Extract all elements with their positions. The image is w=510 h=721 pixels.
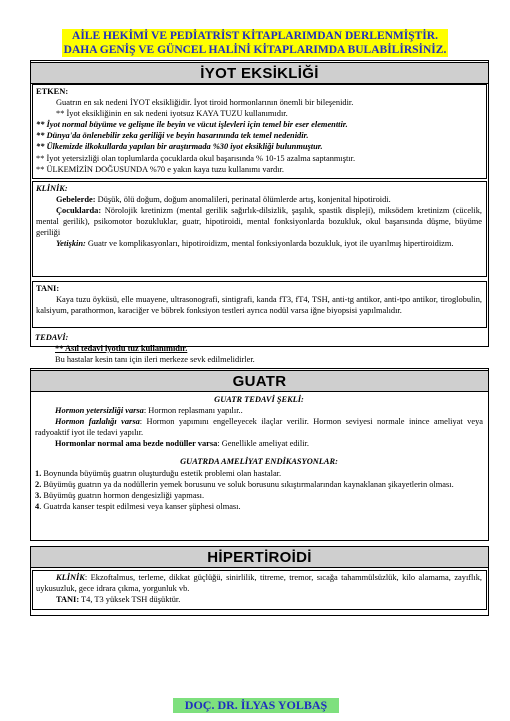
fazla-label: Hormon fazlalığı varsa bbox=[55, 417, 140, 427]
gebelerde-text: Düşük, ölü doğum, doğum anomalileri, perinatal ölümlerde artış, konjenital hipotiroidi. bbox=[95, 195, 391, 205]
item-num: 3. bbox=[35, 490, 42, 500]
yetersiz-label: Hormon yetersizliği varsa bbox=[55, 406, 144, 416]
yetiskin-text: Guatr ve komplikasyonları, hipotiroidizm, mental fonksiyonlarda bozukluk, iyot ile uyarılmış hipertiroidizm. bbox=[85, 239, 454, 249]
iyot-section-title: İYOT EKSİKLİĞİ bbox=[30, 62, 489, 84]
author-footer: DOÇ. DR. İLYAS YOLBAŞ bbox=[173, 698, 339, 713]
guatr-nodul bbox=[35, 438, 483, 449]
klinik-heading: KLİNİK: bbox=[36, 184, 68, 193]
banner-line-2: DAHA GENİŞ VE GÜNCEL HALİNİ KİTAPLARIMDA BULABİLİRSİNİZ. bbox=[63, 44, 447, 56]
ameliyat-heading: GUATRDA AMELİYAT ENDİKASYONLAR: bbox=[180, 457, 338, 467]
item-text: Büyümüş guatrın hormon dengesizliği yapması. bbox=[41, 490, 205, 500]
tedavi-line-2: Bu hastalar kesin tanı için ileri merkeze sevk edilmelidirler. bbox=[55, 355, 255, 365]
hiper-tani-label: TANI: bbox=[56, 595, 80, 605]
tani-box bbox=[32, 281, 487, 328]
etken-line: ** Dünya'da önlenebilir zeka geriliği ve beyin hasarınında tek temel nedenidir. bbox=[36, 131, 309, 141]
tani-text: Kaya tuzu öyküsü, elle muayene, ultrasonografi, sintigrafi, kanda fT3, fT4, TSH, anti-tg antikor, anti-tpo antikor, tiroglobulin, kalsiyum, parathormon, karaciğer ve böbrek fonksiyon testleri ayrıca nodül varsa iğne biyopsisi yapılmalıdır. bbox=[36, 295, 482, 316]
nodul-text: : Genellikle ameliyat edilir. bbox=[217, 439, 309, 449]
guatr-box bbox=[32, 393, 487, 539]
guatr-tedavi-heading: GUATR TEDAVİ ŞEKLİ: bbox=[214, 395, 304, 404]
yetersiz-text: : Hormon replasmanı yapılır.. bbox=[143, 406, 243, 416]
etken-line: ** İyot normal büyüme ve gelişme ile beyin ve vücut işlevleri için temel bir eser elementtir. bbox=[36, 120, 348, 130]
guatr-section-title: GUATR bbox=[30, 370, 489, 392]
tedavi-box bbox=[32, 331, 487, 367]
ameliyat-item bbox=[35, 501, 483, 512]
hiper-klinik-text: : Ekzoftalmus, terleme, dikkat güçlüğü, sinirlilik, titreme, tremor, sıcağa tahammülsüzlük, kilo alamama, zayıflık, uykusuzluk, gece idrara çıkma, yorgunluk vb. bbox=[36, 573, 482, 594]
item-num: 2. bbox=[35, 479, 42, 489]
banner-line-1: AİLE HEKİMİ VE PEDİATRİST KİTAPLARIMDAN DERLENMİŞTİR. bbox=[62, 29, 448, 43]
etken-line: ** ÜLKEMİZİN DOĞUSUNDA %70 e yakın kaya tuzu kullanımı vardır. bbox=[36, 164, 284, 174]
etken-box bbox=[32, 84, 487, 179]
ameliyat-item bbox=[35, 468, 483, 479]
hiper-tani-text: T4, T3 yüksek TSH düşüktür. bbox=[79, 595, 181, 605]
etken-line: ** İyot eksikliğinin en sık nedeni iyotsuz KAYA TUZU kullanımıdır. bbox=[56, 109, 288, 119]
fazla-text: : Hormon yapımını engelleyecek ilaçlar verilir. Hormon seviyesi normale inince ameliyat veya radyoaktif iyot ile tedavi yapılır. bbox=[35, 417, 483, 438]
cocuklarda-label: Çocuklarda: bbox=[56, 206, 102, 216]
etken-heading: ETKEN: bbox=[36, 87, 69, 96]
hiper-tani bbox=[36, 594, 482, 605]
item-text: Boynunda büyümüş guatrın oluşturduğu estetik problemi olan hastalar. bbox=[41, 468, 282, 478]
hiper-box bbox=[32, 570, 487, 610]
klinik-box bbox=[32, 181, 487, 277]
cocuklarda-text: Nörolojik kretinizm (mental gerilik sağırlık-dilsizlik, şaşılık, spastik displeji), miksödem kretinizm (cücelik, mental gerilik), psikomotor bozukluklar, guatr, hipotiroidi, mental fonksiyonlarda bozukluk, okul başarısında düşme, büyüme geriliği bbox=[36, 206, 482, 238]
etken-line: Guatrın en sık nedeni İYOT eksikliğidir. İyot tiroid hormonlarının önemli bir bileşenidir. bbox=[56, 98, 354, 108]
etken-line: ** Ülkemizde ilkokullarda yapılan bir araştırmada %30 iyot eksikliği bulunmuştur. bbox=[36, 142, 323, 152]
nodul-label: Hormonlar normal ama bezde nodüller varsa bbox=[55, 439, 218, 449]
item-num: 4 bbox=[35, 501, 40, 511]
item-num: 1. bbox=[35, 468, 42, 478]
hiper-klinik bbox=[36, 572, 482, 594]
ameliyat-item bbox=[35, 479, 483, 490]
klinik-cocuklarda bbox=[36, 205, 482, 238]
tedavi-line-1-text: ** Asıl tedavi iyotlu tuz kullanımıdır. bbox=[55, 344, 188, 354]
yetiskin-label: Yetişkin: bbox=[56, 239, 86, 249]
ameliyat-item bbox=[35, 490, 483, 501]
guatr-fazla bbox=[35, 416, 483, 438]
hiper-section-title: HİPERTİROİDİ bbox=[30, 546, 489, 568]
tedavi-line-1 bbox=[35, 343, 483, 354]
hiper-klinik-label: KLİNİK bbox=[56, 573, 85, 582]
tedavi-heading: TEDAVİ: bbox=[35, 333, 69, 342]
tani-heading: TANI: bbox=[36, 284, 60, 293]
guatr-yetersiz bbox=[35, 405, 483, 416]
gebelerde-label: Gebelerde: bbox=[56, 195, 96, 205]
item-text: Büyümüş guatrın ya da nodüllerin yemek borusunu ve soluk borusunu sıkıştırmalarından kaynaklanan şikayetlerin olması. bbox=[41, 479, 454, 489]
klinik-gebelerde bbox=[36, 194, 482, 205]
klinik-yetiskin bbox=[36, 238, 482, 249]
item-text: . Guatrda kanser tespit edilmesi veya kanser şüphesi olması. bbox=[39, 501, 241, 511]
etken-line: ** İyot yetersizliği olan toplumlarda çocuklarda okul başarısında % 10-15 azalma saptanmıştır. bbox=[36, 153, 356, 163]
